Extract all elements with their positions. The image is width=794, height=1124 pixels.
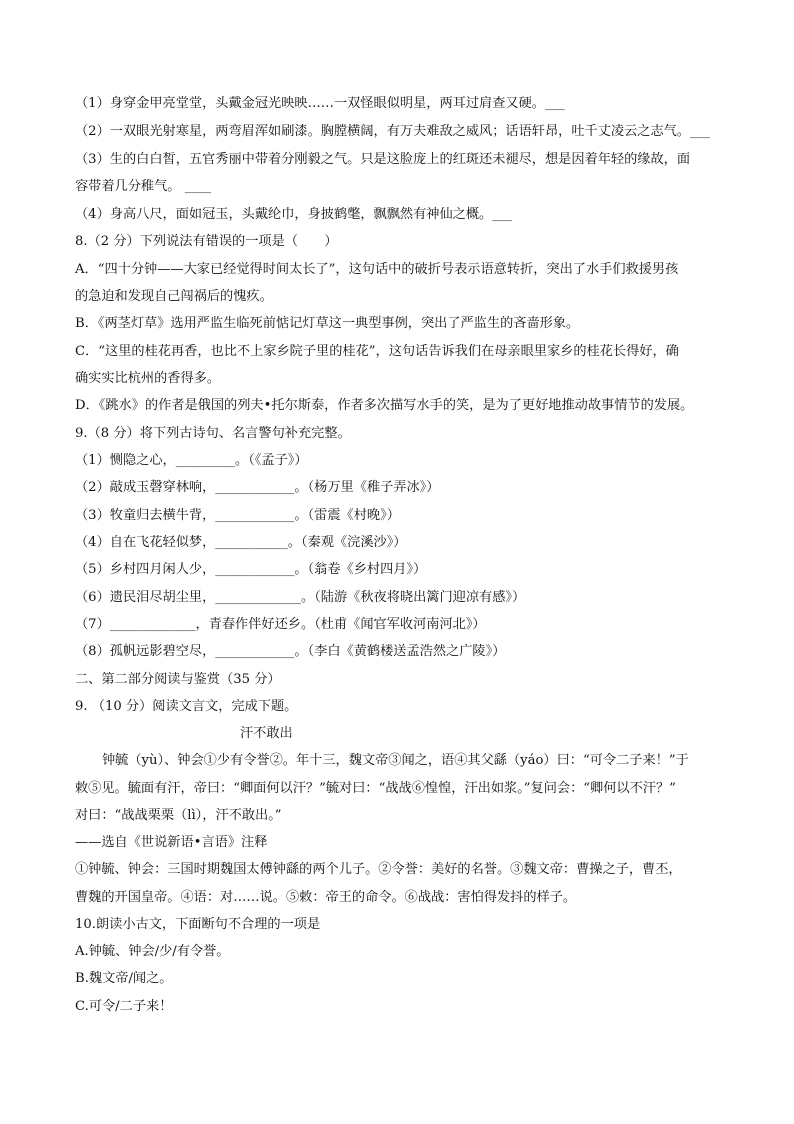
question-heading: 9.（8 分）将下列古诗句、名言警句补充完整。 [75,426,351,441]
fill-blank-line: （4）自在飞花轻似梦，___________。（秦观《浣溪沙》） [75,535,407,550]
text-line: （4）身高八尺，面如冠玉，头戴纶巾，身披鹤氅，飘飘然有神仙之概。___ [75,207,512,222]
option-line: B.魏文帝/闻之。 [75,971,173,986]
option-line: 的急迫和发现自己闯祸后的愧疚。 [75,289,273,304]
text-line: 容带着几分稚气。 ____ [75,179,212,194]
option-line: C．“这里的桂花再香，也比不上家乡院子里的桂花”，这句话告诉我们在母亲眼里家乡的桂花长得好，确 [75,344,679,359]
question-heading: 10.朗读小古文，下面断句不合理的一项是 [75,917,321,932]
annotation-line: ①钟毓、钟会：三国时期魏国太傅钟繇的两个儿子。②令誉：美好的名誉。③魏文帝：曹操之子，曹丕， [75,862,682,877]
source-note: ——选自《世说新语•言语》注释 [75,835,268,850]
fill-blank-line: （8）孤帆远影碧空尽，____________。（李白《黄鹤楼送孟浩然之广陵》） [75,644,506,659]
annotation-line: 曹魏的开国皇帝。④语：对……说。⑤敕：帝王的命令。⑥战战：害怕得发抖的样子。 [75,890,577,905]
option-line: D．《跳水》的作者是俄国的列夫•托尔斯泰，作者多次描写水手的笑，是为了更好地推动故事情节的发展。 [75,398,694,413]
section-heading: 二、第二部分阅读与鉴赏（35 分） [75,672,281,687]
passage-line: 对曰：“战战栗栗（lì），汗不敢出。” [75,808,282,823]
passage-line: 敕⑤见。毓面有汗，帝曰：“卿面何以汗？”毓对曰：“战战⑥惶惶，汗出如浆。”复问会：“卿何以不汗？” [75,781,676,796]
question-heading: 8.（2 分）下列说法有错误的一项是（ ） [75,234,338,249]
option-line: 确实实比杭州的香得多。 [75,371,221,386]
fill-blank-line: （2）敲成玉磬穿林响，____________。（杨万里《稚子弄冰》） [75,480,440,495]
option-line: A.钟毓、钟会/少/有令誉。 [75,944,230,959]
fill-blank-line: （7）_____________，青春作伴好还乡。（杜甫《闻官军收河南河北》） [75,617,486,632]
passage-line: 钟毓（yù）、钟会①少有令誉②。年十三，魏文帝③闻之，语④其父繇（yáo）曰：“可令二子来！”于 [102,753,689,768]
fill-blank-line: （3）牧童归去横牛背，____________。（雷震《村晚》） [75,508,400,523]
passage-title: 汗不敢出 [240,726,293,741]
question-heading: 9. （10 分）阅读文言文，完成下题。 [75,699,298,714]
option-line: A．“四十分钟——大家已经觉得时间太长了”，这句话中的破折号表示语意转折，突出了水手们救援男孩 [75,262,679,277]
fill-blank-line: （6）遗民泪尽胡尘里，_____________。（陆游《秋夜将晓出篱门迎凉有感》） [75,590,526,605]
fill-blank-line: （1）恻隐之心，_________。（《孟子》） [75,453,308,468]
fill-blank-line: （5）乡村四月闲人少，____________。（翁卷《乡村四月》） [75,562,427,577]
option-line: B．《两茎灯草》选用严监生临死前惦记灯草这一典型事例，突出了严监生的吝啬形象。 [75,316,580,331]
text-line: （2）一双眼光射寒星，两弯眉浑如刷漆。胸膛横阔，有万夫难敌之威风；话语轩昂，吐千丈凌云之志气。___ [75,124,710,139]
text-line: （3）生的白白皙，五官秀丽中带着分刚毅之气。只是这脸庞上的红斑还未褪尽，想是因着年轻的缘故，面 [75,152,691,167]
option-line: C.可令/二子来！ [75,999,173,1014]
text-line: （1）身穿金甲亮堂堂，头戴金冠光映映……一双怪眼似明星，两耳过肩查又硬。___ [75,96,565,111]
